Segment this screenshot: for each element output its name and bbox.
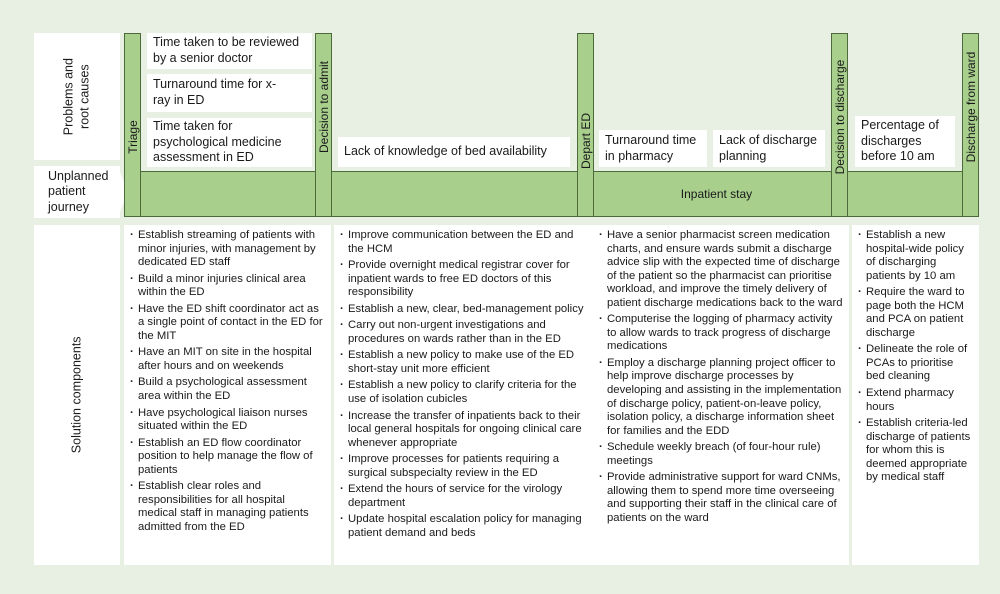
solution-item: · Establish an ED flow coordinator position to help manage the flow of patients: [130, 437, 325, 478]
solution-item: · Establish a new policy to make use of the ED short-stay unit more efficient: [340, 349, 587, 376]
solution-item: · Improve processes for patients requiring a surgical subspecialty review in the ED: [340, 453, 587, 480]
inpatient-stay-label: Inpatient stay: [680, 187, 753, 201]
milestone-discharge-from-ward-label: Discharge from ward: [963, 51, 978, 163]
solutions-row-label-text: Solution components: [69, 336, 84, 454]
solution-item: · Have psychological liaison nurses situated within the ED: [130, 407, 325, 434]
problem-senior-doctor: [147, 33, 312, 69]
solution-item: · Extend pharmacy hours: [858, 387, 973, 414]
milestone-decision-to-discharge-label: Decision to discharge: [832, 59, 847, 175]
problem-psych: [147, 118, 312, 167]
milestone-depart-ed-label: Depart ED: [578, 112, 593, 170]
milestone-decision-to-admit-label: Decision to admit: [316, 60, 331, 154]
problem-percentage: [855, 116, 955, 167]
milestone-decision-to-discharge: [831, 33, 848, 217]
solution-item: · Establish criteria-led discharge of patients for whom this is deemed appropriate by medical staff: [858, 417, 973, 485]
milestone-triage-label: Triage: [125, 120, 140, 154]
problems-row-label-text: Problems and root causes: [61, 57, 91, 136]
solution-item: · Require the ward to page both the HCM and PCA on patient discharge: [858, 286, 973, 340]
problem-discharge-planning: [713, 130, 825, 167]
solution-item: · Establish a new hospital-wide policy of discharging patients by 10 am: [858, 229, 973, 283]
solution-item: · Employ a discharge planning project officer to help improve discharge processes by developing and assisting in the implementation of discharge policy, patient-on-leave policy, isolation policy, a discharge information sheet for families and the EDD: [599, 357, 843, 438]
problem-pharmacy: [599, 130, 707, 167]
solution-item: · Have an MIT on site in the hospital after hours and on weekends: [130, 346, 325, 373]
solution-item: · Establish a new, clear, bed-management policy: [340, 303, 587, 317]
solution-item: · Establish streaming of patients with minor injuries, with management by dedicated ED staff: [130, 229, 325, 270]
milestone-triage: [124, 33, 141, 217]
solutions-list-inpatient: [599, 229, 843, 525]
solution-item: · Establish a new policy to clarify criteria for the use of isolation cubicles: [340, 379, 587, 406]
journey-row-label-text: Unplanned patient journey: [48, 168, 109, 214]
problems-row-label: [34, 33, 120, 160]
solutions-list-ed: [130, 229, 325, 534]
solutions-list-admit: [340, 229, 587, 540]
problem-psych-text: Time taken for psychological medicine assessment in ED: [153, 119, 282, 165]
solution-item: · Establish clear roles and responsibilities for all hospital medical staff in managing patients admitted from the ED: [130, 480, 325, 534]
problem-senior-doctor-text: Time taken to be reviewed by a senior doctor: [153, 35, 300, 65]
journey-bar: [124, 171, 979, 217]
problem-bed-availability-text: Lack of knowledge of bed availability: [344, 144, 547, 159]
solution-item: · Have the ED shift coordinator act as a single point of contact in the ED for the MIT: [130, 303, 325, 344]
solutions-column-admit: [334, 225, 593, 565]
solution-item: · Have a senior pharmacist screen medication charts, and ensure wards submit a discharge advice slip with the expected time of discharge of the patient so the pharmacist can prioritise workload, and improve the timely delivery of patient discharge medications back to the ward: [599, 229, 843, 310]
solution-item: · Schedule weekly breach (of four-hour rule) meetings: [599, 441, 843, 468]
solution-item: · Increase the transfer of inpatients back to their local general hospitals for ongoing clinical care whenever appropriate: [340, 410, 587, 451]
solutions-column-ed: [124, 225, 331, 565]
problem-xray: [147, 74, 312, 112]
problem-bed-availability: [338, 137, 570, 167]
solution-item: · Improve communication between the ED and the HCM: [340, 229, 587, 256]
problem-percentage-text: Percentage of discharges before 10 am: [861, 118, 939, 164]
solution-item: · Extend the hours of service for the virology department: [340, 483, 587, 510]
solution-item: · Update hospital escalation policy for managing patient demand and beds: [340, 513, 587, 540]
milestone-decision-to-admit: [315, 33, 332, 217]
solutions-column-discharge: [852, 225, 979, 565]
solutions-row-label: [34, 225, 120, 565]
journey-row-label: [34, 166, 120, 218]
milestone-discharge-from-ward: [962, 33, 979, 217]
solution-item: · Provide overnight medical registrar cover for inpatient wards to free ED doctors of this responsibility: [340, 259, 587, 300]
solutions-column-inpatient: [593, 225, 849, 565]
problem-xray-text: Turnaround time for x-ray in ED: [153, 77, 277, 107]
solution-item: · Build a psychological assessment area within the ED: [130, 376, 325, 403]
solutions-list-discharge: [858, 229, 973, 485]
problem-pharmacy-text: Turnaround time in pharmacy: [605, 132, 697, 163]
solution-item: · Build a minor injuries clinical area within the ED: [130, 273, 325, 300]
solution-item: · Delineate the role of PCAs to prioritise bed cleaning: [858, 343, 973, 384]
solution-item: · Computerise the logging of pharmacy activity to allow wards to track progress of discharge medications: [599, 313, 843, 354]
solution-item: · Carry out non-urgent investigations and procedures on wards rather than in the ED: [340, 319, 587, 346]
solution-item: · Provide administrative support for ward CNMs, allowing them to spend more time overseeing and supporting their staff in the clinical care of patients on the ward: [599, 471, 843, 525]
milestone-depart-ed: [577, 33, 594, 217]
problem-discharge-planning-text: Lack of discharge planning: [719, 132, 817, 163]
